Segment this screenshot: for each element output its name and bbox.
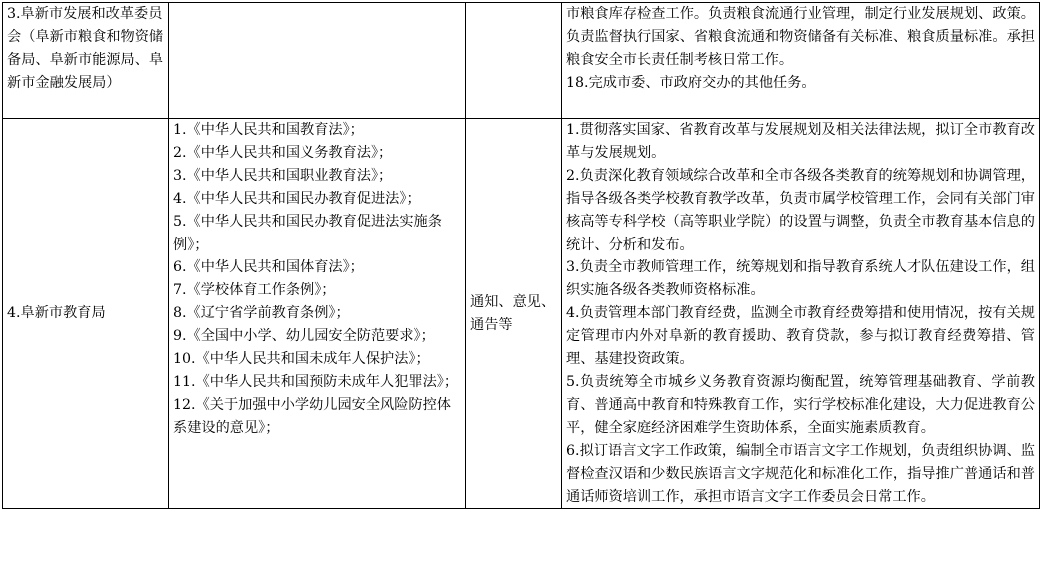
law-item: 5.《中华人民共和国民办教育促进法实施条例》； (173, 213, 442, 253)
duties-table (2, 2, 1040, 509)
forms-cell (466, 3, 562, 119)
duties-cell (562, 3, 1040, 119)
law-item: 9.《全国中小学、幼儿园安全防范要求》； (173, 328, 435, 345)
law-item: 4.《中华人民共和国民办教育促进法》； (173, 190, 421, 207)
duty-item: 4.负责管理本部门教育经费，监测全市教育经费筹措和使用情况，按有关规定管理市内外对阜新的教育援助、教育贷款，参与拟订教育经费筹措、管理、基建投资政策。 (566, 305, 1035, 368)
table-row (3, 3, 1040, 119)
duty-item: 5.负责统筹全市城乡义务教育资源均衡配置，统筹管理基础教育、学前教育、普通高中教育和特殊教育工作，实行学校标准化建设，大力促进教育公平，健全家庭经济困难学生资助体系，全面实施素质教育。 (566, 373, 1035, 436)
department-cell (3, 3, 169, 119)
duty-item: 2.负责深化教育领域综合改革和全市各级各类教育的统筹规划和协调管理，指导各级各类学校教育教学改革，负责市属学校管理工作，会同有关部门审核高等专科学校（高等职业学院）的设置与调整，负责全市教育基本信息的统计、分析和发布。 (566, 167, 1035, 253)
law-item: 2.《中华人民共和国义务教育法》； (173, 144, 393, 161)
forms-cell (466, 119, 562, 509)
duty-item: 市粮食库存检查工作。负责粮食流通行业管理，制定行业发展规划、政策。负责监督执行国家、省粮食流通和物资储备有关标准、粮食质量标准。承担粮食安全市长责任制考核日常工作。 (566, 6, 1035, 68)
law-item: 7.《学校体育工作条例》； (173, 282, 336, 299)
law-item: 11.《中华人民共和国预防未成年人犯罪法》； (173, 373, 459, 390)
duty-item: 1.贯彻落实国家、省教育改革与发展规划及相关法律法规，拟订全市教育改革与发展规划。 (566, 122, 1035, 161)
duty-item: 6.拟订语言文字工作政策，编制全市语言文字工作规划，负责组织协调、监督检查汉语和少数民族语言文字规范化和标准化工作，指导推广普通话和普通话师资培训工作，承担市语言文字工作委员会日常工作。 (566, 442, 1035, 505)
department-name: 4.阜新市教育局 (7, 305, 106, 322)
duties-cell (562, 119, 1040, 509)
law-item: 10.《中华人民共和国未成年人保护法》； (173, 351, 430, 368)
table-row (3, 119, 1040, 509)
duty-item: 18.完成市委、市政府交办的其他任务。 (566, 74, 816, 91)
forms-text: 通知、意见、通告等 (470, 293, 556, 333)
department-cell (3, 119, 169, 509)
law-item: 8.《辽宁省学前教育条例》； (173, 305, 350, 322)
law-item: 3.《中华人民共和国职业教育法》； (173, 167, 393, 184)
laws-cell (169, 3, 466, 119)
law-item: 6.《中华人民共和国体育法》； (173, 259, 364, 276)
duty-item: 3.负责全市教师管理工作，统筹规划和指导教育系统人才队伍建设工作，组织实施各级各类教师资格标准。 (566, 259, 1035, 299)
law-item: 12.《关于加强中小学幼儿园安全风险防控体系建设的意见》； (173, 396, 451, 436)
department-name: 3.阜新市发展和改革委员会（阜新市粮食和物资储备局、阜新市能源局、阜新市金融发展局） (7, 6, 164, 91)
law-item: 1.《中华人民共和国教育法》； (173, 122, 364, 138)
laws-cell (169, 119, 466, 509)
